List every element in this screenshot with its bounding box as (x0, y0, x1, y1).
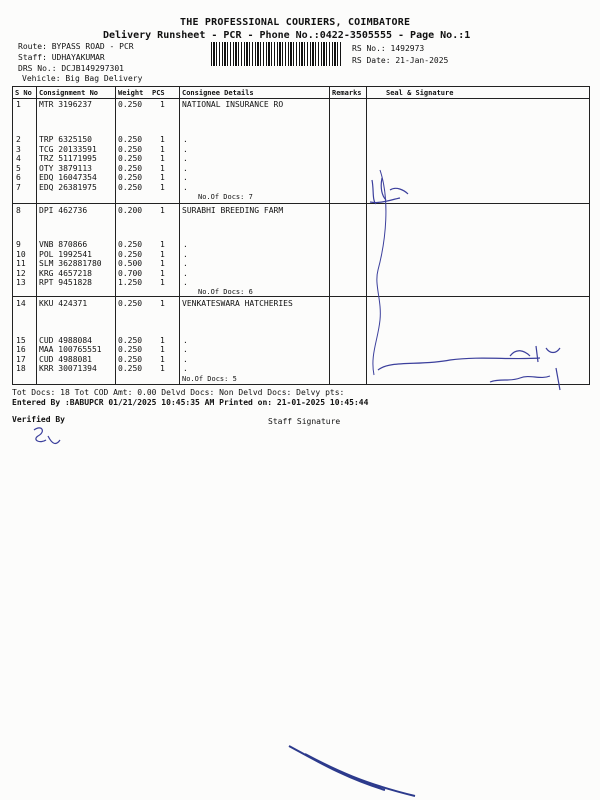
row-marker: . (183, 259, 188, 268)
row-marker: . (183, 269, 188, 278)
column-border (115, 86, 116, 384)
docs-count: No.Of Docs: 6 (198, 288, 253, 296)
row-pcs: 1 (160, 154, 165, 163)
row-weight: 0.250 (118, 240, 143, 249)
consignee-name: VENKATESWARA HATCHERIES (182, 299, 293, 308)
row-marker: . (183, 173, 188, 182)
docs-count: No.Of Docs: 7 (198, 193, 253, 201)
row-sno: 4 (16, 154, 21, 163)
row-weight: 0.250 (118, 173, 143, 182)
col-header-weight: Weight (118, 89, 144, 97)
row-weight: 0.250 (118, 336, 143, 345)
row-marker: . (183, 183, 188, 192)
row-sno: 13 (16, 278, 26, 287)
totals-line: Tot Docs: 18 Tot COD Amt: 0.00 Delvd Docs: Non Delvd Docs: Delvy pts: (12, 388, 345, 397)
row-sno: 5 (16, 164, 21, 173)
column-border (179, 86, 180, 384)
row-pcs: 1 (160, 355, 165, 364)
row-weight: 0.250 (118, 364, 143, 373)
row-marker: . (183, 355, 188, 364)
row-pcs: 1 (160, 164, 165, 173)
row-marker: . (183, 145, 188, 154)
staff-signature-label: Staff Signature (268, 417, 341, 426)
docs-count: No.Of Docs: 5 (182, 375, 237, 383)
company-title: THE PROFESSIONAL COURIERS, COIMBATORE (180, 17, 411, 28)
row-consignment: CUD 4988081 (39, 355, 92, 364)
row-pcs: 1 (160, 135, 165, 144)
row-consignment: OTY 3879113 (39, 164, 92, 173)
row-pcs: 1 (160, 269, 165, 278)
row-consignment: CUD 4988084 (39, 336, 92, 345)
row-sno: 9 (16, 240, 21, 249)
pen-mark (285, 740, 445, 800)
row-pcs: 1 (160, 173, 165, 182)
consignee-name: SURABHI BREEDING FARM (182, 206, 284, 215)
staff-label: Staff: UDHAYAKUMAR (18, 53, 105, 62)
consignee-name: NATIONAL INSURANCE RO (182, 100, 284, 109)
entered-by-line: Entered By :BABUPCR 01/21/2025 10:45:35 AM Printed on: 21-01-2025 10:45:44 (12, 398, 369, 407)
row-weight: 0.250 (118, 164, 143, 173)
row-pcs: 1 (160, 206, 165, 215)
column-border (36, 86, 37, 384)
row-weight: 0.250 (118, 250, 143, 259)
row-sno: 6 (16, 173, 21, 182)
row-sno: 15 (16, 336, 26, 345)
row-pcs: 1 (160, 278, 165, 287)
row-pcs: 1 (160, 259, 165, 268)
row-marker: . (183, 345, 188, 354)
row-pcs: 1 (160, 100, 165, 109)
row-marker: . (183, 135, 188, 144)
row-weight: 0.250 (118, 135, 143, 144)
col-header-consignee: Consignee Details (182, 89, 254, 97)
row-pcs: 1 (160, 345, 165, 354)
row-consignment: EDQ 16047354 (39, 173, 97, 182)
row-weight: 0.250 (118, 154, 143, 163)
row-marker: . (183, 154, 188, 163)
row-sno: 1 (16, 100, 21, 109)
row-marker: . (183, 364, 188, 373)
row-consignment: DPI 462736 (39, 206, 88, 215)
row-weight: 0.250 (118, 100, 143, 109)
row-weight: 0.250 (118, 183, 143, 192)
row-consignment: VNB 870866 (39, 240, 88, 249)
row-consignment: POL 1992541 (39, 250, 92, 259)
row-consignment: TCG 20133591 (39, 145, 97, 154)
row-pcs: 1 (160, 364, 165, 373)
rs-date: RS Date: 21-Jan-2025 (352, 56, 449, 65)
header-bottom-border (12, 98, 590, 99)
row-consignment: MAA 100765551 (39, 345, 102, 354)
row-sno: 10 (16, 250, 26, 259)
row-consignment: KRG 4657218 (39, 269, 92, 278)
row-consignment: SLM 362881780 (39, 259, 102, 268)
table-top-border (12, 86, 590, 87)
row-pcs: 1 (160, 336, 165, 345)
row-marker: . (183, 278, 188, 287)
rs-number: RS No.: 1492973 (352, 44, 425, 53)
col-header-consignment: Consignment No (39, 89, 99, 97)
verified-by-label: Verified By (12, 415, 65, 424)
barcode (211, 42, 341, 66)
row-sno: 2 (16, 135, 21, 144)
col-header-remarks: Remarks (332, 89, 362, 97)
row-marker: . (183, 250, 188, 259)
row-marker: . (183, 164, 188, 173)
row-pcs: 1 (160, 183, 165, 192)
row-weight: 0.250 (118, 299, 143, 308)
col-header-seal-signature: Seal & Signature (386, 89, 454, 97)
row-consignment: TRP 6325150 (39, 135, 92, 144)
row-consignment: TRZ 51171995 (39, 154, 97, 163)
row-weight: 1.250 (118, 278, 143, 287)
col-header-pcs: PCS (152, 89, 165, 97)
row-sno: 18 (16, 364, 26, 373)
row-weight: 0.250 (118, 355, 143, 364)
verifier-signature (28, 422, 68, 452)
row-weight: 0.500 (118, 259, 143, 268)
row-consignment: MTR 3196237 (39, 100, 92, 109)
row-sno: 16 (16, 345, 26, 354)
row-sno: 8 (16, 206, 21, 215)
row-pcs: 1 (160, 145, 165, 154)
row-weight: 0.200 (118, 206, 143, 215)
row-marker: . (183, 240, 188, 249)
runsheet-title: Delivery Runsheet - PCR - Phone No.:0422-3505555 - Page No.:1 (103, 30, 471, 41)
row-consignment: KKU 424371 (39, 299, 88, 308)
drs-number: DRS No.: DCJB149297301 (18, 64, 124, 73)
col-header-sno: S No (15, 89, 32, 97)
row-sno: 17 (16, 355, 26, 364)
row-marker: . (183, 336, 188, 345)
handwritten-signature (360, 160, 595, 400)
route-label: Route: BYPASS ROAD - PCR (18, 42, 134, 51)
row-sno: 14 (16, 299, 26, 308)
row-pcs: 1 (160, 240, 165, 249)
row-weight: 0.250 (118, 345, 143, 354)
row-sno: 12 (16, 269, 26, 278)
row-weight: 0.250 (118, 145, 143, 154)
row-sno: 7 (16, 183, 21, 192)
row-consignment: RPT 9451828 (39, 278, 92, 287)
row-pcs: 1 (160, 250, 165, 259)
column-border (12, 86, 13, 384)
vehicle-label: Vehicle: Big Bag Delivery (22, 74, 143, 83)
row-sno: 11 (16, 259, 26, 268)
row-sno: 3 (16, 145, 21, 154)
row-pcs: 1 (160, 299, 165, 308)
column-border (329, 86, 330, 384)
row-consignment: KRR 30071394 (39, 364, 97, 373)
row-consignment: EDQ 26381975 (39, 183, 97, 192)
row-weight: 0.700 (118, 269, 143, 278)
